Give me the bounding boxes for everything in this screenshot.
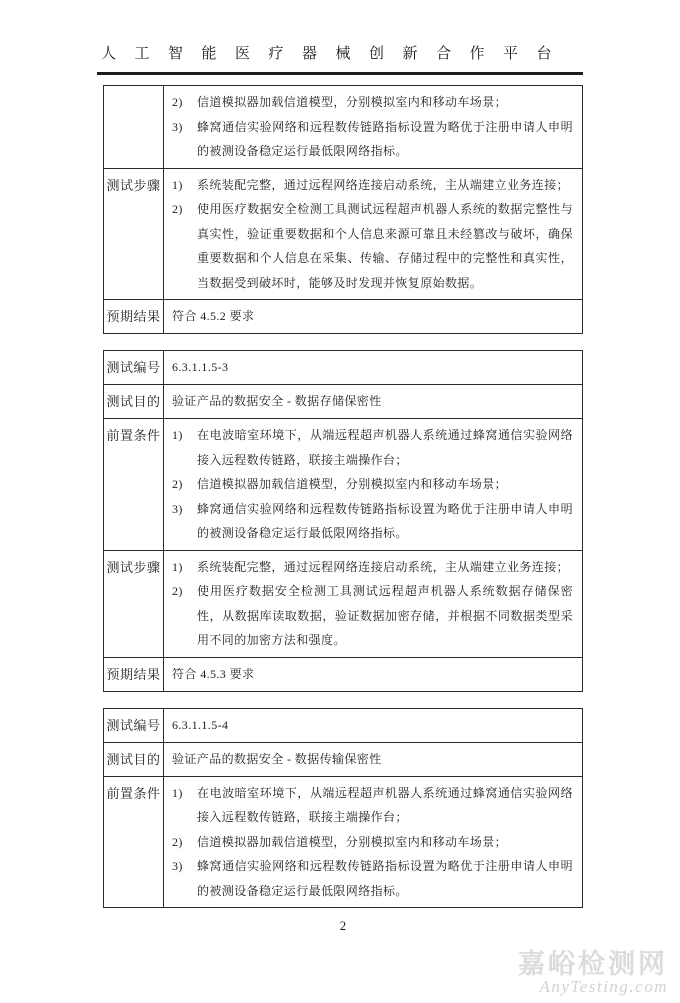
test-number-content: [164, 351, 583, 385]
header-title: 人工智能医疗器械创新合作平台: [101, 46, 571, 62]
table-row: [104, 550, 583, 657]
list-item: [172, 781, 573, 830]
item-text: 系统装配完整，通过远程网络连接启动系统，主从端建立业务连接；: [197, 559, 570, 574]
table-row: [104, 742, 583, 776]
item-text: 使用医疗数据安全检测工具测试远程超声机器人系统数据存储保密性，从数据库读取数据，验证数据加密存储，并根据不同数据类型采用不同的加密方法和强度。: [197, 584, 573, 647]
table-row: [104, 351, 583, 385]
expected-result-content: [164, 657, 583, 691]
item-text: 信道模拟器加载信道模型，分别模拟室内和移动车场景；: [197, 95, 508, 109]
result-text: 符合 4.5.3 要求: [172, 666, 255, 681]
list-item: [172, 830, 573, 855]
page-header: [97, 42, 583, 75]
item-number: 1): [172, 559, 183, 574]
item-text: 信道模拟器加载信道模型，分别模拟室内和移动车场景；: [197, 834, 508, 849]
preconditions-content: [164, 419, 583, 551]
table-row: [104, 708, 583, 742]
row-label-test-steps: 测试步骤: [104, 168, 164, 300]
list-item: [172, 854, 573, 903]
test-number-text: 6.3.1.1.5-3: [172, 360, 229, 374]
table-row: [104, 776, 583, 908]
item-number: 1): [172, 177, 183, 192]
item-number: 2): [172, 477, 183, 491]
table-row: [104, 300, 583, 334]
preconditions-content: [164, 776, 583, 908]
item-text: 在电波暗室环境下，从端远程超声机器人系统通过蜂窝通信实验网络接入远程数传链路，联接主端操作台；: [197, 428, 573, 467]
list-item: [172, 173, 573, 198]
list-item: [172, 423, 573, 472]
list-item: [172, 115, 573, 164]
list-item: [172, 472, 573, 497]
test-number-text: 6.3.1.1.5-4: [172, 717, 229, 732]
list-item: [172, 197, 573, 295]
item-number: 2): [172, 834, 183, 849]
item-number: 3): [172, 859, 183, 873]
row-label-empty: [104, 86, 164, 169]
item-number: 1): [172, 785, 183, 800]
watermark: [518, 950, 668, 997]
row-label-expected-result: 预期结果: [104, 657, 164, 691]
row-label-test-purpose: 测试目的: [104, 742, 164, 776]
watermark-chinese: 嘉峪检测网: [518, 948, 668, 979]
item-text: 蜂窝通信实验网络和远程数传链路指标设置为略优于注册申请人申明的被测设备稳定运行最低限网络指标。: [197, 119, 573, 158]
row-label-test-purpose: 测试目的: [104, 385, 164, 419]
item-text: 系统装配完整，通过远程网络连接启动系统，主从端建立业务连接；: [197, 177, 570, 192]
table-row: [104, 385, 583, 419]
item-number: 3): [172, 119, 183, 134]
item-number: 2): [172, 584, 183, 598]
table-row: [104, 168, 583, 300]
item-number: 3): [172, 501, 183, 516]
document-page: [0, 42, 680, 1003]
test-purpose-text: 验证产品的数据安全 - 数据传输保密性: [172, 751, 382, 766]
list-item: [172, 555, 573, 580]
result-text: 符合 4.5.2 要求: [172, 309, 255, 323]
item-text: 蜂窝通信实验网络和远程数传链路指标设置为略优于注册申请人申明的被测设备稳定运行最低限网络指标。: [197, 859, 573, 898]
list-item: [172, 90, 573, 115]
test-number-content: [164, 708, 583, 742]
page-number: 2: [339, 918, 347, 933]
item-number: 2): [172, 95, 183, 109]
row-label-preconditions: 前置条件: [104, 776, 164, 908]
list-item: [172, 579, 573, 653]
item-number: 2): [172, 202, 183, 216]
watermark-url: AnyTesting.com: [539, 977, 668, 997]
table-row: [104, 657, 583, 691]
test-case-table-1: [103, 85, 583, 334]
row-label-test-number: 测试编号: [104, 708, 164, 742]
item-text: 在电波暗室环境下，从端远程超声机器人系统通过蜂窝通信实验网络接入远程数传链路，联接主端操作台；: [197, 785, 573, 824]
row-label-preconditions: 前置条件: [104, 419, 164, 551]
item-text: 蜂窝通信实验网络和远程数传链路指标设置为略优于注册申请人申明的被测设备稳定运行最低限网络指标。: [197, 501, 573, 540]
row-label-expected-result: 预期结果: [104, 300, 164, 334]
test-purpose-content: [164, 385, 583, 419]
test-purpose-content: [164, 742, 583, 776]
item-text: 信道模拟器加载信道模型，分别模拟室内和移动车场景；: [197, 477, 508, 491]
list-item: [172, 497, 573, 546]
item-text: 使用医疗数据安全检测工具测试远程超声机器人系统的数据完整性与真实性，验证重要数据和个人信息来源可靠且未经篡改与破坏，确保重要数据和个人信息在采集、传输、存储过程中的完整性和真实性，当数据受到破坏时，能够及时发现并恢复原始数据。: [197, 202, 573, 290]
item-number: 1): [172, 428, 183, 442]
test-steps-content: [164, 168, 583, 300]
precondition-content: [164, 86, 583, 169]
test-case-table-2: [103, 350, 583, 692]
row-label-test-number: 测试编号: [104, 351, 164, 385]
test-purpose-text: 验证产品的数据安全 - 数据存储保密性: [172, 394, 382, 408]
test-steps-content: [164, 550, 583, 657]
row-label-test-steps: 测试步骤: [104, 550, 164, 657]
table-row: [104, 419, 583, 551]
test-case-table-3: [103, 708, 583, 909]
table-row: [104, 86, 583, 169]
expected-result-content: [164, 300, 583, 334]
